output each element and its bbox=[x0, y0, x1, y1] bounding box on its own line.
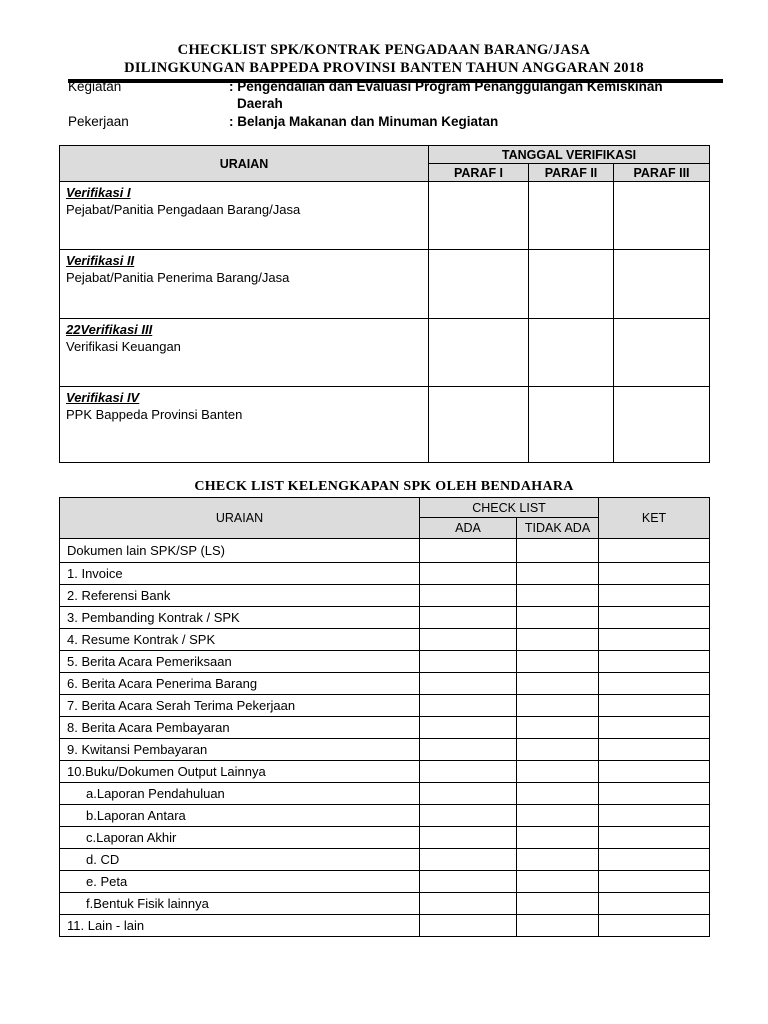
check-col-tidak-ada: TIDAK ADA bbox=[517, 518, 599, 539]
paraf-cell[interactable] bbox=[614, 182, 710, 250]
verif-uraian-cell bbox=[60, 319, 429, 387]
tidak-ada-cell[interactable] bbox=[517, 761, 599, 783]
ket-cell[interactable] bbox=[599, 539, 710, 563]
ada-cell[interactable] bbox=[420, 651, 517, 673]
kegiatan-value: : Pengendalian dan Evaluasi Program Penanggulangan Kemiskinan bbox=[229, 79, 663, 94]
checklist-item-label: c.Laporan Akhir bbox=[60, 827, 420, 849]
checklist-item-label: 4. Resume Kontrak / SPK bbox=[60, 629, 420, 651]
table-row bbox=[60, 915, 710, 937]
verif-col-tanggal: TANGGAL VERIFIKASI bbox=[429, 146, 710, 164]
ada-cell[interactable] bbox=[420, 607, 517, 629]
checklist-item-label: 3. Pembanding Kontrak / SPK bbox=[60, 607, 420, 629]
paraf-cell[interactable] bbox=[429, 250, 529, 319]
verif-title: 22Verifikasi III bbox=[66, 322, 153, 337]
tidak-ada-cell[interactable] bbox=[517, 695, 599, 717]
table-row bbox=[60, 250, 710, 319]
kegiatan-row bbox=[68, 78, 688, 118]
ket-cell[interactable] bbox=[599, 585, 710, 607]
paraf-cell[interactable] bbox=[529, 182, 614, 250]
ket-cell[interactable] bbox=[599, 805, 710, 827]
check-col-checklist: CHECK LIST bbox=[420, 498, 599, 518]
check-col-ada: ADA bbox=[420, 518, 517, 539]
verif-title: Verifikasi II bbox=[66, 253, 135, 268]
tidak-ada-cell[interactable] bbox=[517, 915, 599, 937]
checklist-item-label: 6. Berita Acara Penerima Barang bbox=[60, 673, 420, 695]
tidak-ada-cell[interactable] bbox=[517, 893, 599, 915]
paraf-cell[interactable] bbox=[614, 387, 710, 463]
table-row bbox=[60, 585, 710, 607]
ada-cell[interactable] bbox=[420, 539, 517, 563]
ada-cell[interactable] bbox=[420, 849, 517, 871]
table-row bbox=[60, 319, 710, 387]
table-row bbox=[60, 539, 710, 563]
tidak-ada-cell[interactable] bbox=[517, 717, 599, 739]
paraf-cell[interactable] bbox=[614, 319, 710, 387]
ada-cell[interactable] bbox=[420, 893, 517, 915]
verif-uraian-cell bbox=[60, 387, 429, 463]
table-row bbox=[60, 651, 710, 673]
ket-cell[interactable] bbox=[599, 827, 710, 849]
checklist-item-label: e. Peta bbox=[60, 871, 420, 893]
checklist-item-label: 2. Referensi Bank bbox=[60, 585, 420, 607]
verif-desc: Verifikasi Keuangan bbox=[66, 339, 181, 354]
table-row bbox=[60, 827, 710, 849]
ket-cell[interactable] bbox=[599, 893, 710, 915]
table-row bbox=[60, 871, 710, 893]
checklist-item-label: Dokumen lain SPK/SP (LS) bbox=[60, 539, 420, 563]
ada-cell[interactable] bbox=[420, 717, 517, 739]
checklist-table bbox=[59, 497, 710, 937]
verif-title: Verifikasi I bbox=[66, 185, 131, 200]
verif-uraian-cell bbox=[60, 182, 429, 250]
ada-cell[interactable] bbox=[420, 827, 517, 849]
table-row bbox=[60, 893, 710, 915]
tidak-ada-cell[interactable] bbox=[517, 849, 599, 871]
verif-col-paraf2: PARAF II bbox=[529, 164, 614, 182]
verif-desc: PPK Bappeda Provinsi Banten bbox=[66, 407, 243, 422]
ket-cell[interactable] bbox=[599, 629, 710, 651]
pekerjaan-label: Pekerjaan bbox=[68, 114, 129, 129]
tidak-ada-cell[interactable] bbox=[517, 563, 599, 585]
checklist-section-title: CHECK LIST KELENGKAPAN SPK OLEH BENDAHARA bbox=[194, 479, 574, 494]
ket-cell[interactable] bbox=[599, 695, 710, 717]
tidak-ada-cell[interactable] bbox=[517, 673, 599, 695]
verif-col-paraf3: PARAF III bbox=[614, 164, 710, 182]
table-row bbox=[60, 783, 710, 805]
check-col-ket: KET bbox=[599, 498, 710, 539]
tidak-ada-cell[interactable] bbox=[517, 827, 599, 849]
ada-cell[interactable] bbox=[420, 783, 517, 805]
ada-cell[interactable] bbox=[420, 585, 517, 607]
paraf-cell[interactable] bbox=[614, 250, 710, 319]
table-row bbox=[60, 563, 710, 585]
checklist-item-label: d. CD bbox=[60, 849, 420, 871]
kegiatan-value-cont: Daerah bbox=[237, 96, 283, 111]
checklist-item-label: 5. Berita Acara Pemeriksaan bbox=[60, 651, 420, 673]
ada-cell[interactable] bbox=[420, 871, 517, 893]
tidak-ada-cell[interactable] bbox=[517, 871, 599, 893]
verif-col-uraian: URAIAN bbox=[60, 146, 429, 182]
ket-cell[interactable] bbox=[599, 871, 710, 893]
ada-cell[interactable] bbox=[420, 805, 517, 827]
tidak-ada-cell[interactable] bbox=[517, 629, 599, 651]
checklist-item-label: f.Bentuk Fisik lainnya bbox=[60, 893, 420, 915]
tidak-ada-cell[interactable] bbox=[517, 739, 599, 761]
tidak-ada-cell[interactable] bbox=[517, 585, 599, 607]
ket-cell[interactable] bbox=[599, 915, 710, 937]
paraf-cell[interactable] bbox=[429, 319, 529, 387]
checklist-item-label: 9. Kwitansi Pembayaran bbox=[60, 739, 420, 761]
ada-cell[interactable] bbox=[420, 761, 517, 783]
ada-cell[interactable] bbox=[420, 695, 517, 717]
ada-cell[interactable] bbox=[420, 563, 517, 585]
pekerjaan-value: : Belanja Makanan dan Minuman Kegiatan bbox=[229, 114, 499, 129]
document-title-line1: CHECKLIST SPK/KONTRAK PENGADAAN BARANG/JASA bbox=[177, 42, 591, 58]
document-title-line2: DILINGKUNGAN BAPPEDA PROVINSI BANTEN TAHUN ANGGARAN 2018 bbox=[124, 60, 644, 76]
verification-table bbox=[59, 145, 710, 463]
ket-cell[interactable] bbox=[599, 563, 710, 585]
table-row bbox=[60, 849, 710, 871]
ket-cell[interactable] bbox=[599, 651, 710, 673]
tidak-ada-cell[interactable] bbox=[517, 651, 599, 673]
ket-cell[interactable] bbox=[599, 849, 710, 871]
table-row bbox=[60, 182, 710, 250]
checklist-item-label: b.Laporan Antara bbox=[60, 805, 420, 827]
checklist-item-label: a.Laporan Pendahuluan bbox=[60, 783, 420, 805]
table-row bbox=[60, 717, 710, 739]
ada-cell[interactable] bbox=[420, 673, 517, 695]
table-row bbox=[60, 805, 710, 827]
verif-desc: Pejabat/Panitia Pengadaan Barang/Jasa bbox=[66, 202, 301, 217]
paraf-cell[interactable] bbox=[429, 182, 529, 250]
paraf-cell[interactable] bbox=[529, 319, 614, 387]
ket-cell[interactable] bbox=[599, 783, 710, 805]
ket-cell[interactable] bbox=[599, 607, 710, 629]
table-row bbox=[60, 739, 710, 761]
checklist-item-label: 11. Lain - lain bbox=[60, 915, 420, 937]
checklist-item-label: 7. Berita Acara Serah Terima Pekerjaan bbox=[60, 695, 420, 717]
verif-title: Verifikasi IV bbox=[66, 390, 140, 405]
ada-cell[interactable] bbox=[420, 739, 517, 761]
checklist-item-label: 10.Buku/Dokumen Output Lainnya bbox=[60, 761, 420, 783]
paraf-cell[interactable] bbox=[429, 387, 529, 463]
tidak-ada-cell[interactable] bbox=[517, 783, 599, 805]
checklist-item-label: 8. Berita Acara Pembayaran bbox=[60, 717, 420, 739]
table-row bbox=[60, 761, 710, 783]
tidak-ada-cell[interactable] bbox=[517, 539, 599, 563]
table-row bbox=[60, 629, 710, 651]
tidak-ada-cell[interactable] bbox=[517, 607, 599, 629]
check-col-uraian: URAIAN bbox=[60, 498, 420, 539]
ada-cell[interactable] bbox=[420, 629, 517, 651]
paraf-cell[interactable] bbox=[529, 250, 614, 319]
checklist-item-label: 1. Invoice bbox=[60, 563, 420, 585]
table-row bbox=[60, 607, 710, 629]
table-row bbox=[60, 695, 710, 717]
kegiatan-label: Kegiatan bbox=[68, 79, 122, 94]
verif-col-paraf1: PARAF I bbox=[429, 164, 529, 182]
verif-uraian-cell bbox=[60, 250, 429, 319]
ket-cell[interactable] bbox=[599, 673, 710, 695]
table-row bbox=[60, 673, 710, 695]
verif-desc: Pejabat/Panitia Penerima Barang/Jasa bbox=[66, 270, 290, 285]
table-row bbox=[60, 387, 710, 463]
ket-cell[interactable] bbox=[599, 761, 710, 783]
tidak-ada-cell[interactable] bbox=[517, 805, 599, 827]
ket-cell[interactable] bbox=[599, 739, 710, 761]
pekerjaan-row bbox=[68, 114, 688, 132]
paraf-cell[interactable] bbox=[529, 387, 614, 463]
ket-cell[interactable] bbox=[599, 717, 710, 739]
ada-cell[interactable] bbox=[420, 915, 517, 937]
